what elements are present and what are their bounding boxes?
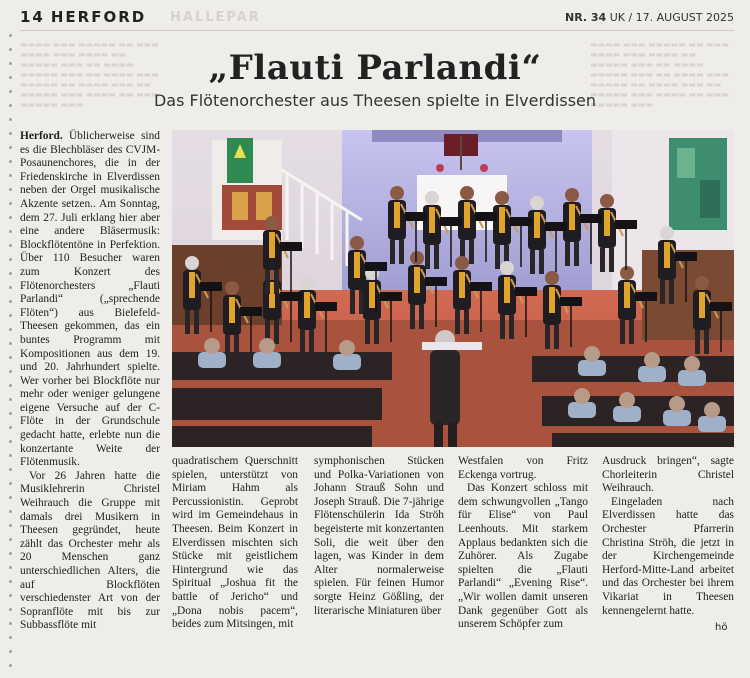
dateline: Herford.: [20, 130, 63, 142]
paragraph: [20, 130, 160, 470]
paragraph-text: Üblicherweise sind es die Blechbläser des CVJM-Posaunenchores, die in der Friedenskirche in Elverdissen neben der Orgel musikalische Akzente setzen.. Am Sonntag, dem 27. Juli erklang hier aber eine andere Bläsermusik: Blockflötentöne in Perfektion. Über 110 Besucher waren zum Konzert des Flötenorchesters „Flauti Parlandi“ („sprechende Flöten“) aus Bielefeld-Theesen gekommen, das ein buntes Programm mit Kompositionen aus dem 19. und 20. Jahrhundert spielte. Wer vorher bei Blockflöte nur mehr oder weniger gelungene eigene Versuche auf der C-Flöte in der Grundschule gedacht hatte, erlebte nun die konzertante Weite der Flötenmusik.: [20, 130, 160, 469]
page-header-right: [565, 11, 734, 24]
page-number: 14: [20, 8, 45, 26]
bleed-through-header: HALLEPAR: [170, 10, 261, 25]
margin-dots: [9, 34, 15, 678]
bleed-through-left: ▬▬▬▬ ▬▬▬ ▬▬▬▬▬ ▬▬ ▬▬▬ ▬▬▬▬ ▬▬▬ ▬▬▬▬ ▬▬ ▬▬▬▬▬ ▬▬▬ ▬▬ ▬▬▬▬ ▬▬▬▬▬ ▬▬▬ ▬▬ ▬▬▬▬ ▬▬▬ ▬▬▬▬▬ ▬▬ ▬▬▬▬ ▬▬▬ ▬▬ ▬▬▬▬▬ ▬▬▬ ▬▬▬▬ ▬▬ ▬▬▬ ▬▬▬▬▬ ▬▬▬: [20, 40, 159, 109]
paragraph: Westfalen von Fritz Eckenga vortrug.: [458, 455, 588, 481]
article-column-3: [314, 455, 444, 618]
paragraph: Eingeladen nach Elverdissen hatte das Orchester Pfarrerin Christina Ströh, die jetzt in der Kirchengemeinde Herford-Mitte-Land arbeitet und das Orchester bei ihrem Vikariat in Theesen kennengelernt hatte.: [602, 495, 734, 617]
header-rule: [20, 30, 734, 31]
section-name: HERFORD: [50, 8, 147, 26]
article-column-4: [458, 455, 588, 632]
article-column-1: [20, 130, 160, 633]
issue-number: NR. 34: [564, 11, 607, 24]
article-column-2: [172, 455, 298, 632]
paragraph: quadratischem Querschnitt spielen, unterstützt von Miriam Hahm als Percussionistin. Geprobt wird im Gemeindehaus in Theesen. Beim Konzert in Elverdissen mischten sich Stücke mit geistlichem Hintergrund wie das Spiritual „Joshua fit the battle of Jericho“ und „Dona nobis pacem“, beides zum Mitsingen, mit: [172, 455, 298, 631]
author-credit: hö: [715, 622, 728, 633]
article-headline: „Flauti Parlandi“: [208, 48, 542, 88]
page-header-left: [20, 8, 146, 26]
edition-date: UK / 17. AUGUST 2025: [609, 11, 734, 24]
article-column-5: [602, 455, 734, 618]
concert-photo: [172, 130, 734, 447]
paragraph: Ausdruck bringen“, sagte Chorleiterin Christel Weihrauch.: [602, 455, 734, 495]
paragraph: Vor 26 Jahren hatte die Musiklehrerin Christel Weihrauch die Gruppe mit damals drei Musikern in Theesen gegründet, heute zählt das Orchester mehr als 20 Menschen ganz unterschiedlichen Alters, die auf Blockflöten verschiedenster Art von der Sopranflöte mit bis zur Subbassflöte mit: [20, 469, 160, 632]
paragraph: Das Konzert schloss mit dem schwungvollen „Tango für Elise“ von Paul Leenhouts. Mit starkem Applaus bedankten sich die Zuhörer. Als Zugabe spielten die „Flauti Parlandi“ „Evening Rise“. „Wir wollen damit unseren Dank gegenüber Gott als unserem Schöpfer zum: [458, 482, 588, 631]
bleed-through-right: ▬▬▬▬ ▬▬▬ ▬▬▬▬▬ ▬▬ ▬▬▬ ▬▬▬▬ ▬▬▬ ▬▬▬▬ ▬▬ ▬▬▬▬▬ ▬▬▬ ▬▬ ▬▬▬▬ ▬▬▬▬▬ ▬▬▬ ▬▬ ▬▬▬▬ ▬▬▬ ▬▬▬▬▬ ▬▬ ▬▬▬▬ ▬▬▬ ▬▬ ▬▬▬▬▬ ▬▬▬ ▬▬▬▬ ▬▬ ▬▬▬ ▬▬▬▬▬ ▬▬▬: [590, 40, 729, 109]
article-subheadline: Das Flötenorchester aus Theesen spielte in Elverdissen: [153, 91, 597, 110]
concert-illustration: [172, 130, 734, 447]
paragraph: symphonischen Stücken und Polka-Variationen von Johann Strauß Sohn und Joseph Strauß. Die 7-jährige Flötenschülerin Ida Ströh begeisterte mit konzertanten Soli, die weit über den lagen, was Kinder in dem Alter normalerweise spielen. Für feinen Humor sorgte Heinz Gößling, der literarische Miniaturen über: [314, 455, 444, 617]
